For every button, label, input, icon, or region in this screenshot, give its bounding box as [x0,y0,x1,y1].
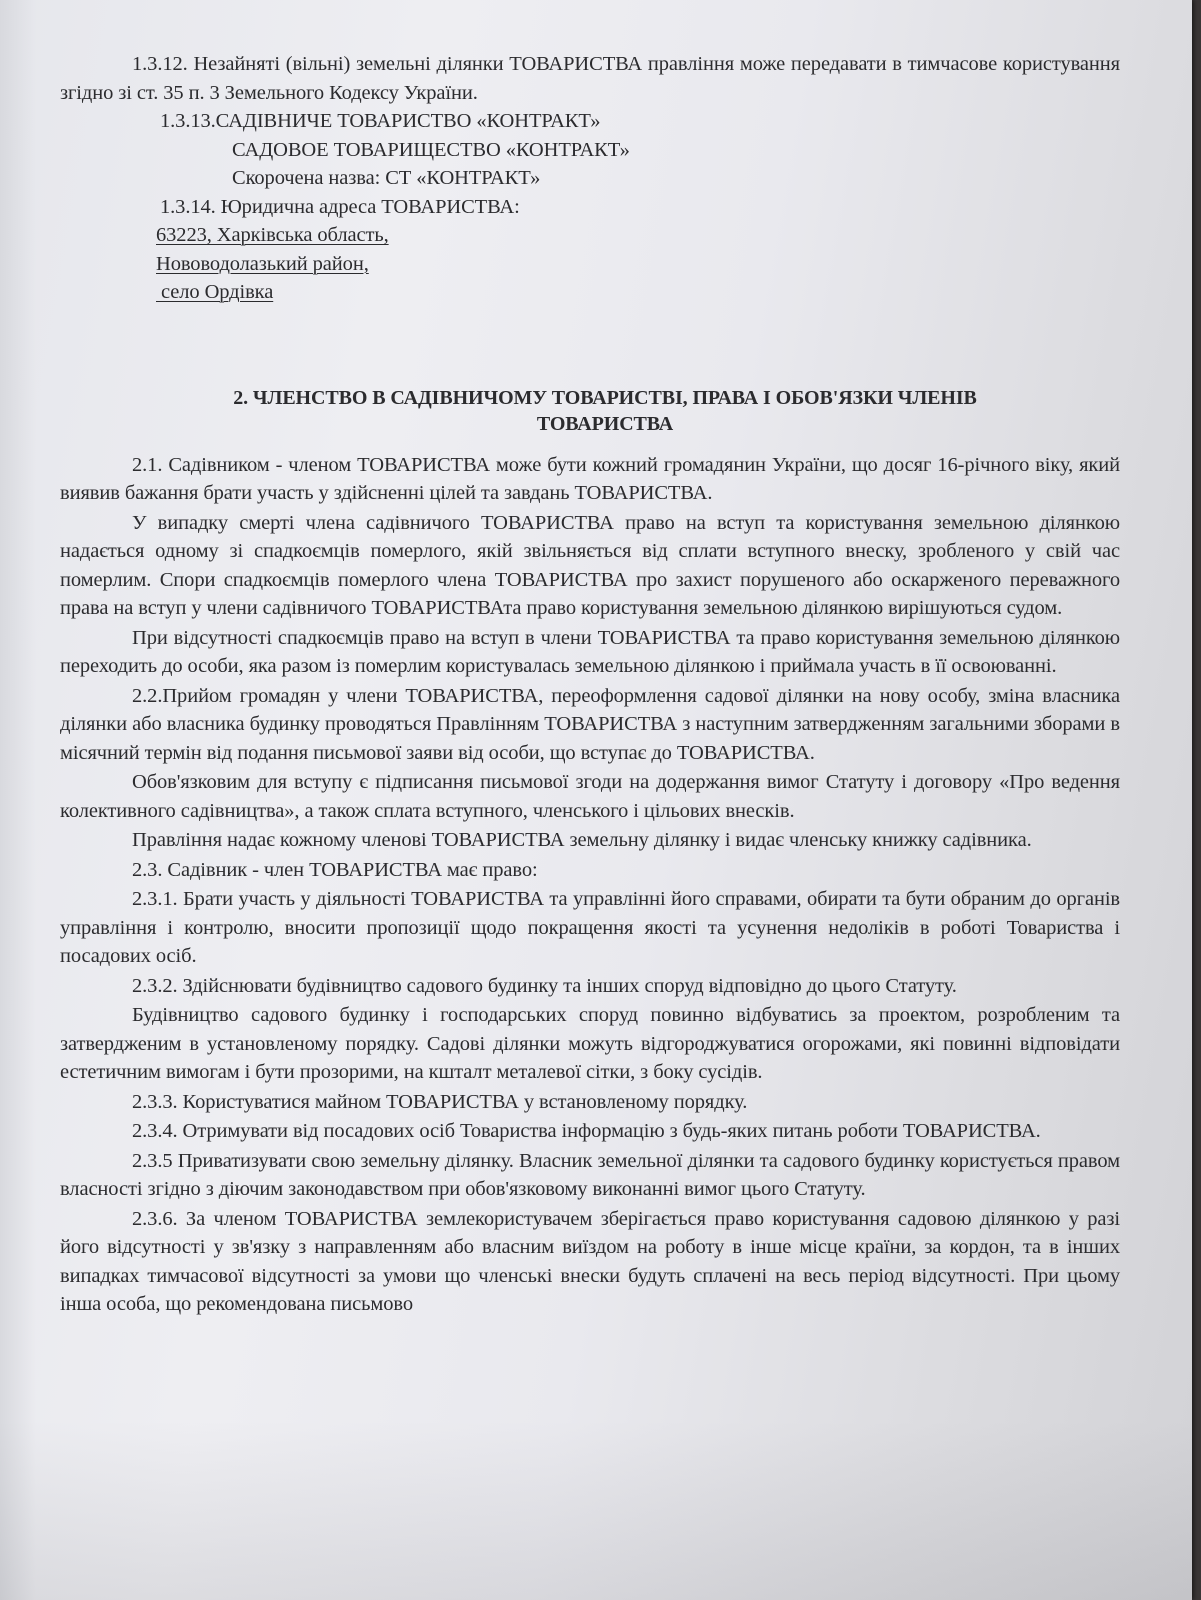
clause-1-3-12: 1.3.12. Незайняті (вільні) земельні ділянки ТОВАРИСТВА правління може передавати в тимчасове користування згідно зі ст. 35 п. 3 Земельного Кодексу України. [60,53,1120,104]
clause-1-3-13: 1.3.13.САДІВНИЧЕ ТОВАРИСТВО «КОНТРАКТ» [160,110,601,132]
address-line: 63223, Харківська область, [156,224,389,246]
clause-1-3-14: 1.3.14. Юридична адреса ТОВАРИСТВА: [160,195,520,218]
clause-2-1: 2.1. Садівником - членом ТОВАРИСТВА може бути кожний громадянин України, що досяг 16-річного віку, який виявив бажання брати участь у здійсненні цілей та завдань ТОВАРИСТВА. [60,453,1120,504]
clause-2-3: 2.3. Садівник - член ТОВАРИСТВА має право: [132,858,538,881]
clause-2-3-5: 2.3.5 Приватизувати свою земельну ділянку. Власник земельної ділянки та садового будинку користується правом власності згідно з діючим законодавством при обов'язковому виконанні вимог цього Статуту. [60,1149,1120,1200]
paragraph-board-provides: Правління надає кожному членові ТОВАРИСТВА земельну ділянку і видає членську книжку садівника. [132,829,1032,851]
paragraph-no-heirs: При відсутності спадкоємців право на вступ в члени ТОВАРИСТВА та право користування земельною ділянкою переходить до особи, яка разом із померлим користувалась земельною ділянкою і приймала участь в її освоюванні. [60,626,1120,677]
clause-2-3-2: 2.3.2. Здійснювати будівництво садового будинку та інших споруд відповідно до цього Статуту. [132,974,957,997]
section-2-heading [60,385,1120,437]
document-body [60,50,1120,1319]
clause-2-3-1: 2.3.1. Брати участь у діяльності ТОВАРИСТВА та управлінні його справами, обирати та бути обраним до органів управління і контролю, вносити пропозиції щодо покращення якості та усунення недоліків в роботі Товариства і посадових осіб. [60,888,1120,967]
paragraph-construction: Будівництво садового будинку і господарських споруд повинно відбуватись за проектом, розробленим та затвердженим в установленому порядку. Садові ділянки можуть відгороджуватися огорожами, які повинні відповідати естетичним вимогам і бути прозорими, на кшталт металевої сітки, з боку сусідів. [60,1004,1120,1083]
clause-2-3-3: 2.3.3. Користуватися майном ТОВАРИСТВА у встановленому порядку. [132,1090,748,1113]
address-line: Нововодолазький район, [156,252,369,275]
clause-2-3-6: 2.3.6. За членом ТОВАРИСТВА землекористувачем зберігається право користування садовою ділянкою у разі його відсутності у зв'язку з направленням або власним виїздом на роботу в інше місце країни, за кордон, та в інших випадках тимчасової відсутності за умови що членські внески будуть сплачені на весь період відсутності. При цьому інша особа, що рекомендована письмово [60,1207,1120,1315]
address-line: село Ордівка [156,281,274,303]
society-short-name: Скорочена назва: СТ «КОНТРАКТ» [232,167,541,189]
section-2-heading-line: ТОВАРИСТВА [536,412,674,435]
clause-2-2: 2.2.Прийом громадян у члени ТОВАРИСТВА, переоформлення садової ділянки на нову особу, зміна власника ділянки або власника будинку проводяться Правлінням ТОВАРИСТВА з наступним затвердженням загальними зборами в місячний термін від подання письмової заяви від особи, що вступає до ТОВАРИСТВА. [60,684,1120,764]
section-2-heading-line: 2. ЧЛЕНСТВО В САДІВНИЧОМУ ТОВАРИСТВІ, ПРАВА І ОБОВ'ЯЗКИ ЧЛЕНІВ [233,386,977,409]
society-name-ru: САДОВОЕ ТОВАРИЩЕСТВО «КОНТРАКТ» [232,138,630,161]
paragraph-mandatory-entry: Обов'язковим для вступу є підписання письмової згоди на додержання вимог Статуту і договору «Про ведення колективного садівництва», а також сплата вступного, членського і цільових внесків. [60,771,1120,822]
clause-2-3-4: 2.3.4. Отримувати від посадових осіб Товариства інформацію з будь-яких питань роботи ТОВАРИСТВА. [132,1120,1041,1142]
paragraph-inheritance: У випадку смерті члена садівничого ТОВАРИСТВА право на вступ та користування земельною ділянкою надається одному зі спадкоємців померлого, якій звільняється від сплати вступного внеску, зробленого у свій час померлим. Спори спадкоємців померлого члена ТОВАРИСТВА про захист порушеного або оскарженого переважного права на вступ у члени садівничого ТОВАРИСТВАта право користування земельною ділянкою вирішуються судом. [60,511,1120,619]
